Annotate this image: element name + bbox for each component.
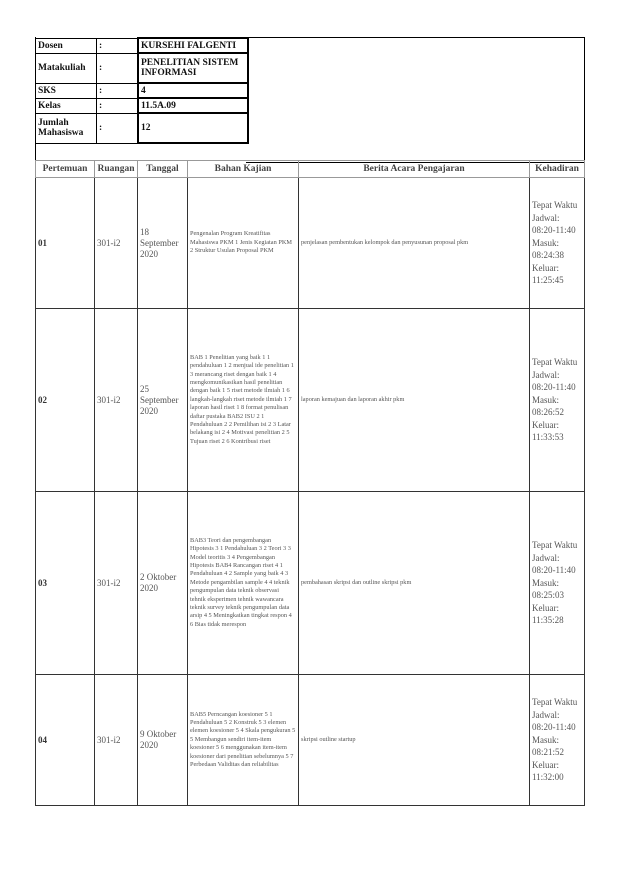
tanggal-cell: 9 Oktober 2020 <box>138 675 188 806</box>
col-header-ruangan: Ruangan <box>95 161 138 178</box>
bahan-kajian-cell: Pengenalan Program Kreatifitas Mahasiswa PKM 1 Jenis Kegiatan PKM 2 Struktur Usulan Proposal PKM <box>188 178 299 309</box>
bahan-kajian-cell: BAB5 Perncangan koesioner 5 1 Pendahuluan 5 2 Konstruk 5 3 elemen elemen koesioner 5 4 Skala pengukuran 5 5 Membangun sendiri item-item koesioner 5 6 menggunakan item-item koesioner dari penelitian sebelumnya 5 7 Perbedaan Validitas dan reliabilitas <box>188 675 299 806</box>
col-header-kehadiran: Kehadiran <box>530 161 585 178</box>
ruangan-cell: 301-i2 <box>95 309 138 492</box>
berita-acara-cell: laporan kemajuan dan laporan akhir pkm <box>299 309 530 492</box>
colon: : <box>97 98 139 113</box>
berita-acara-cell: pembahasan skripsi dan outline skripsi pkm <box>299 492 530 675</box>
kehadiran-cell: Tepat Waktu Jadwal: 08:20-11:40 Masuk: 08:24:38 Keluar: 11:25:45 <box>530 178 585 309</box>
kehadiran-cell: Tepat Waktu Jadwal: 08:20-11:40 Masuk: 08:25:03 Keluar: 11:35:28 <box>530 492 585 675</box>
jumlah-value: 12 <box>138 113 248 143</box>
berita-acara-cell: penjelasan pembentukan kelompok dan penyusunan proposal pkm <box>299 178 530 309</box>
kelas-value: 11.5A.09 <box>138 98 248 113</box>
pertemuan-cell: 02 <box>36 309 95 492</box>
table-row <box>36 675 585 806</box>
dosen-label: Dosen <box>36 38 97 53</box>
col-header-tanggal: Tanggal <box>138 161 188 178</box>
jumlah-label: Jumlah Mahasiswa <box>36 113 97 143</box>
ruangan-cell: 301-i2 <box>95 675 138 806</box>
kehadiran-cell: Tepat Waktu Jadwal: 08:20-11:40 Masuk: 08:26:52 Keluar: 11:33:53 <box>530 309 585 492</box>
col-header-pertemuan: Pertemuan <box>36 161 95 178</box>
attendance-table <box>35 160 585 806</box>
matakuliah-value: PENELITIAN SISTEM INFORMASI <box>138 53 248 83</box>
tanggal-cell: 18 September 2020 <box>138 178 188 309</box>
table-row <box>36 492 585 675</box>
tanggal-cell: 25 September 2020 <box>138 309 188 492</box>
colon: : <box>97 113 139 143</box>
kehadiran-cell: Tepat Waktu Jadwal: 08:20-11:40 Masuk: 08:21:52 Keluar: 11:32:00 <box>530 675 585 806</box>
sks-label: SKS <box>36 83 97 98</box>
course-info-table <box>35 37 249 144</box>
table-header-row <box>36 161 585 178</box>
col-header-bahan-kajian: Bahan Kajian <box>188 161 299 178</box>
tanggal-cell: 2 Oktober 2020 <box>138 492 188 675</box>
ruangan-cell: 301-i2 <box>95 178 138 309</box>
table-row <box>36 309 585 492</box>
bahan-kajian-cell: BAB 1 Penelitian yang baik 1 1 pendahuluan 1 2 menjual ide penelitian 1 3 merancang riset dengan baik 1 4 mengkomunikasikan hasil penelitian dengan baik 1 5 riset metode ilmiah 1 6 langkah-langkah riset metode ilmiah 1 7 laporan hasil riset 1 8 format penulisan daftar pustaka BAB2 ISU 2 1 Pendahuluan 2 2 Pemilihan isi 2 3 Latar belakang isi 2 4 Motivasi penelitian 2 5 Tujuan riset 2 6 Kontribusi riset <box>188 309 299 492</box>
dosen-value: KURSEHI FALGENTI <box>138 38 248 53</box>
pertemuan-cell: 04 <box>36 675 95 806</box>
pertemuan-cell: 03 <box>36 492 95 675</box>
table-row <box>36 178 585 309</box>
ruangan-cell: 301-i2 <box>95 492 138 675</box>
berita-acara-cell: skripsi outline startup <box>299 675 530 806</box>
matakuliah-label: Matakuliah <box>36 53 97 83</box>
col-header-berita-acara: Berita Acara Pengajaran <box>299 161 530 178</box>
sks-value: 4 <box>138 83 248 98</box>
kelas-label: Kelas <box>36 98 97 113</box>
header-frame-right <box>246 37 585 163</box>
colon: : <box>97 83 139 98</box>
bahan-kajian-cell: BAB3 Teori dan pengembangan Hipotesis 3 1 Pendahuluan 3 2 Teori 3 3 Model teoritis 3 4 Pengembangan Hipotesis BAB4 Rancangan riset 4 1 Pendahuluan 4 2 Sample yang baik 4 3 Metode pengambilan sample 4 4 teknik pengumpulan data teknik observasi tehnik eksperimen tehnik wawancara teknik survey teknik pengumpulan data arsip 4 5 Meningkatkan tingkat respon 4 6 Bias tidak merespon <box>188 492 299 675</box>
colon: : <box>97 53 139 83</box>
colon: : <box>97 38 139 53</box>
pertemuan-cell: 01 <box>36 178 95 309</box>
